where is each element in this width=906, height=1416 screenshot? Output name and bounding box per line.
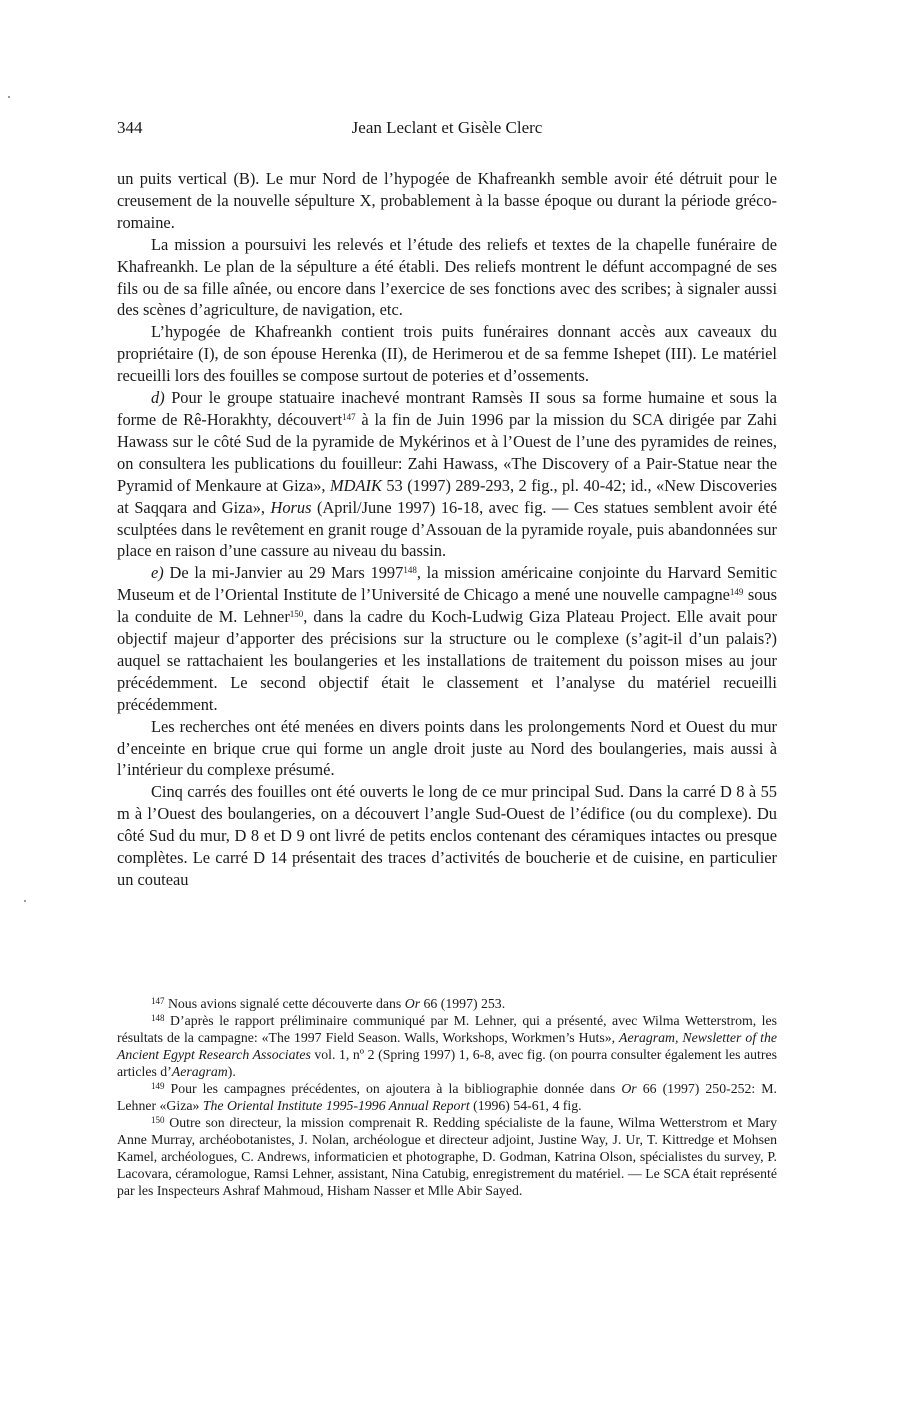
text-run: Outre son directeur, la mission comprenait R. Redding spécialiste de la faune, Wilma Wetterstrom et Mary Anne Murray, archéobotanistes, J. Nolan, archéologue et directeur adjoint, Justine Way, J. Ur, T. Kittredge et Mohsen Kamel, archéologues, C. Andrews, informaticien et photographe, D. Godman, Katrina Olson, spécialistes du survey, P. Lacovara, céramologue, Ramsi Lehner, assistant, Nina Catubig, enregistrement du matériel. — Le SCA était représenté par les Inspecteurs Ashraf Mahmoud, Hisham Nasser et Mlle Abir Sayed.	[117, 1115, 777, 1198]
text-run: Pour le groupe statuaire inachevé montrant Ramsès II sous sa forme humaine et sous la forme de Rê-Horakhty, découvert	[117, 388, 777, 429]
paragraph: Les recherches ont été menées en divers points dans les prolongements Nord et Ouest du mur d’enceinte en brique crue qui forme un angle droit juste au Nord des boulangeries, mais aussi à l’intérieur du complexe présumé.	[117, 716, 777, 780]
paragraph: La mission a poursuivi les relevés et l’étude des reliefs et textes de la chapelle funéraire de Khafreankh. Le plan de la sépulture a été établi. Des reliefs montrent le défunt accompagné de ses fils ou de sa fille aînée, ou encore dans l’exercice de ses fonctions avec des scribes; à signaler aussi des scènes d’agriculture, de navigation, etc.	[117, 234, 777, 320]
body-text	[117, 168, 777, 891]
text-run: Pour les campagnes précédentes, on ajoutera à la bibliographie donnée dans	[164, 1081, 622, 1096]
text-run: (1996) 54-61, 4 fig.	[469, 1098, 582, 1113]
text-run: D’après le rapport préliminaire communiqué par M. Lehner, qui a présenté, avec Wilma Wetterstrom, les résultats de la campagne: «The 1997 Field Season. Walls, Workshops, Workmen’s Huts»,	[117, 1013, 777, 1045]
text-run: 53 (1997) 289-293, 2 fig., pl. 40-42; id., «New Discoveries at Saqqara and Giza»,	[117, 475, 777, 517]
journal-title: Or	[621, 1081, 637, 1096]
text-run: à la fin de Juin 1996 par la mission du SCA dirigée par Zahi Hawass sur le côté Sud de la pyramide de Mykérinos et à l’Ouest de l’une des pyramides de reines, on consultera les publications du fouilleur: Zahi Hawass, «The Discovery of a Pair-Statue near the Pyramid of Menkaure at Giza»,	[117, 409, 777, 495]
journal-title: Horus	[270, 497, 312, 517]
journal-title: Aeragram	[171, 1064, 228, 1079]
footnote-150	[117, 1114, 777, 1199]
scan-speck	[8, 96, 10, 98]
text-run: , la mission américaine conjointe du Harvard Semitic Museum et de l’Oriental Institute de l’Université de Chicago a mené une nouvelle campagne	[117, 563, 777, 605]
footnote-147	[117, 995, 777, 1012]
journal-title: Or	[404, 996, 421, 1011]
scan-speck	[24, 900, 26, 902]
footnote-ref: 147	[342, 411, 356, 422]
journal-title: Aeragram, Newsletter of the Ancient Egypt Research Associates	[117, 1030, 777, 1062]
text-run: ).	[227, 1064, 236, 1079]
paragraph: un puits vertical (B). Le mur Nord de l’hypogée de Khafreankh semble avoir été détruit pour le creusement de la nouvelle sépulture X, probablement à la basse époque ou durant la période gréco-romaine.	[117, 169, 777, 232]
footnote-ref: 148	[403, 565, 417, 576]
footnote-148	[117, 1012, 777, 1080]
text-run: (April/June 1997) 16-18, avec fig. — Ces statues semblent avoir été sculptées dans le revêtement en granit rouge d’Assouan de la pyramide royale, puis abandonnées sur place en raison d’une cassure au niveau du bassin.	[117, 497, 777, 561]
footnote-number: 147	[151, 996, 165, 1006]
footnote-number: 150	[151, 1115, 165, 1125]
text-run: sous la conduite de M. Lehner	[117, 585, 778, 627]
page-header	[117, 118, 777, 140]
text-run: Nous avions signalé cette découverte dans	[164, 996, 405, 1011]
footnote-number: 148	[151, 1013, 165, 1023]
paragraph: Cinq carrés des fouilles ont été ouverts le long de ce mur principal Sud. Dans la carré D 8 à 55 m à l’Ouest des boulangeries, on a découvert l’angle Sud-Ouest de l’édifice (ou du complexe). Du côté Sud du mur, D 8 et D 9 ont livré de petits enclos contenant des céramiques intactes ou presque complètes. Le carré D 14 présentait des traces d’activités de boucherie et de cuisine, en particulier un couteau	[117, 782, 777, 889]
footnote-ref: 149	[729, 587, 744, 598]
text-run: , dans la cadre du Koch-Ludwig Giza Plateau Project. Elle avait pour objectif majeur d’apporter des précisions sur la structure ou le complexe (s’agit-il d’un palais?) auquel se rattachaient les boulangeries et les installations de traitement du poisson mises au jour précédemment. Le second objectif était le classement et l’analyse du matériel recueilli précédemment.	[117, 607, 777, 714]
text-run: 66 (1997) 253.	[420, 996, 506, 1011]
footnote-ref: 150	[289, 609, 304, 620]
text-run: 66 (1997) 250-252: M. Lehner «Giza»	[117, 1081, 777, 1113]
footnote-number: 149	[151, 1081, 165, 1091]
footnotes	[117, 995, 777, 1199]
journal-title: MDAIK	[330, 475, 382, 495]
section-marker: e)	[151, 563, 164, 583]
text-run: vol. 1, nº 2 (Spring 1997) 1, 6-8, avec fig. (on pourra consulter également les autres articles d’	[117, 1047, 777, 1079]
paragraph-e	[117, 562, 777, 715]
section-marker: d)	[151, 388, 165, 408]
paragraph: L’hypogée de Khafreankh contient trois puits funéraires donnant accès aux caveaux du propriétaire (I), de son épouse Herenka (II), de Herimerou et de sa femme Ishepet (III). Le matériel recueilli lors des fouilles se compose surtout de poteries et d’ossements.	[117, 322, 777, 386]
running-title: Jean Leclant et Gisèle Clerc	[351, 118, 543, 137]
text-run: De la mi-Janvier au 29 Mars 1997	[163, 563, 404, 583]
page-number: 344	[117, 118, 143, 137]
paragraph-d	[117, 387, 777, 562]
journal-title: The Oriental Institute 1995-1996 Annual Report	[202, 1098, 470, 1113]
footnote-149	[117, 1080, 777, 1114]
